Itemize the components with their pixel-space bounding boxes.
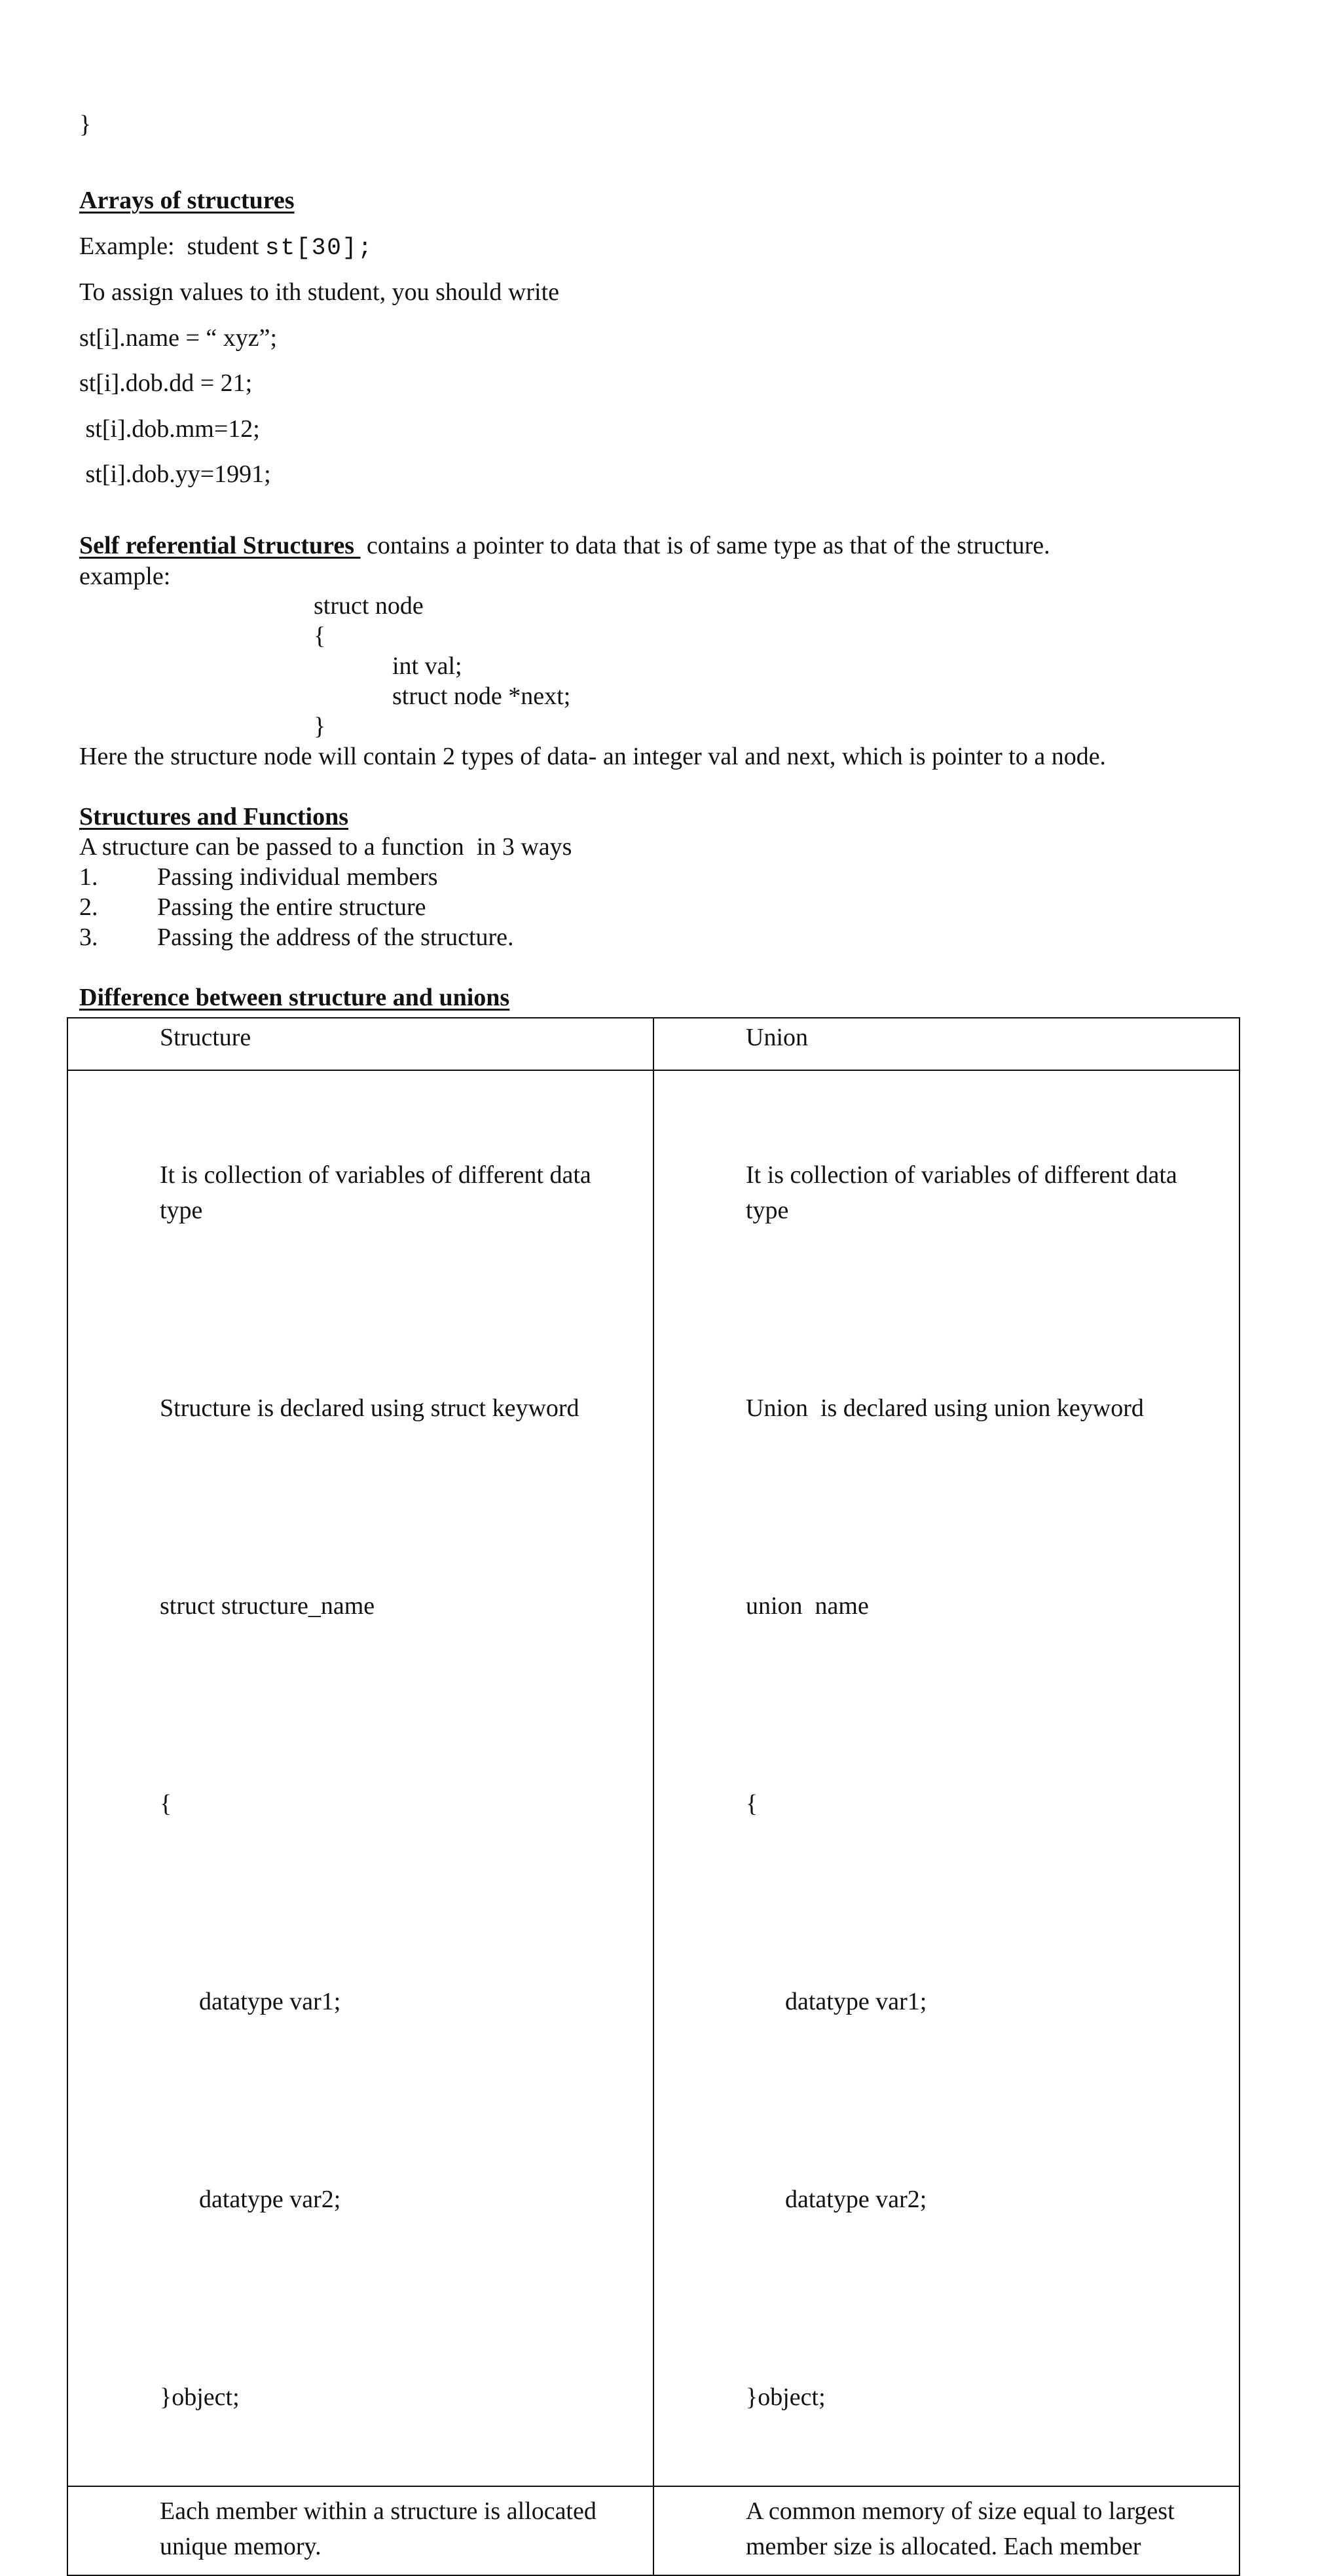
list-item-3: Passing the address of the structure.: [157, 924, 514, 951]
self-ref-example-label: example:: [79, 563, 171, 590]
self-ref-description: contains a pointer to data that is of same type as that of the structure.: [360, 532, 1050, 559]
code-line-5: }: [314, 713, 326, 740]
arrays-line-3: st[i].dob.dd = 21;: [79, 369, 253, 397]
list-number-2: 2.: [79, 893, 98, 921]
arrays-line-2: st[i].name = “ xyz”;: [79, 324, 278, 352]
functions-heading: Structures and Functions: [79, 803, 349, 831]
difference-table: [67, 1017, 1240, 2576]
code-line-3: int val;: [392, 652, 462, 680]
union-declared: Union is declared using union keyword: [746, 1394, 1144, 1422]
example-prefix: Example: student: [79, 233, 265, 260]
structure-syntax-head: struct structure_name: [160, 1592, 375, 1620]
structure-cell: [67, 1070, 653, 2486]
table-row: [67, 1070, 1240, 2486]
closing-brace: }: [79, 111, 92, 138]
structure-var1: datatype var1;: [199, 1988, 341, 2015]
union-memory-cell: [653, 2486, 1240, 2575]
code-line-4: struct node *next;: [392, 682, 571, 710]
union-var2: datatype var2;: [785, 2186, 927, 2213]
difference-heading: Difference between structure and unions: [79, 984, 510, 1011]
list-item-2: Passing the entire structure: [157, 893, 426, 921]
table-header-union: Union: [653, 1018, 1240, 1070]
self-ref-line: [79, 531, 1050, 560]
code-line-1: struct node: [314, 592, 424, 620]
structure-var2: datatype var2;: [199, 2186, 341, 2213]
list-number-3: 3.: [79, 924, 98, 951]
union-cell: [653, 1070, 1240, 2486]
union-var1: datatype var1;: [785, 1988, 927, 2015]
arrays-example: [79, 232, 373, 263]
self-ref-heading: Self referential Structures: [79, 532, 361, 559]
arrays-line-1: To assign values to ith student, you should write: [79, 278, 560, 306]
arrays-line-5: st[i].dob.yy=1991;: [79, 460, 271, 488]
structure-close: }object;: [160, 2383, 240, 2411]
table-header-structure: Structure: [67, 1018, 653, 1070]
self-ref-explanation: Here the structure node will contain 2 types of data- an integer val and next, which is pointer to a node.: [79, 743, 1107, 770]
union-close: }object;: [746, 2383, 826, 2411]
union-definition: It is collection of variables of different data type: [746, 1161, 1184, 1224]
arrays-line-4: st[i].dob.mm=12;: [79, 415, 260, 443]
union-open-brace: {: [746, 1790, 758, 1818]
structure-memory: Each member within a structure is allocated unique memory.: [160, 2497, 603, 2560]
table-row: [67, 2486, 1240, 2575]
structure-definition: It is collection of variables of different data type: [160, 1161, 598, 1224]
functions-intro: A structure can be passed to a function in 3 ways: [79, 833, 572, 861]
arrays-heading: Arrays of structures: [79, 187, 295, 214]
structure-memory-cell: [67, 2486, 653, 2575]
structure-open-brace: {: [160, 1790, 172, 1818]
example-code: st[30];: [265, 234, 374, 261]
union-memory: A common memory of size equal to largest member size is allocated. Each member: [746, 2497, 1181, 2560]
code-line-2: {: [314, 622, 326, 650]
list-item-1: Passing individual members: [157, 863, 438, 891]
union-syntax-head: union name: [746, 1592, 869, 1620]
list-number-1: 1.: [79, 863, 98, 891]
structure-declared: Structure is declared using struct keyword: [160, 1394, 579, 1422]
table-header-row: [67, 1018, 1240, 1070]
